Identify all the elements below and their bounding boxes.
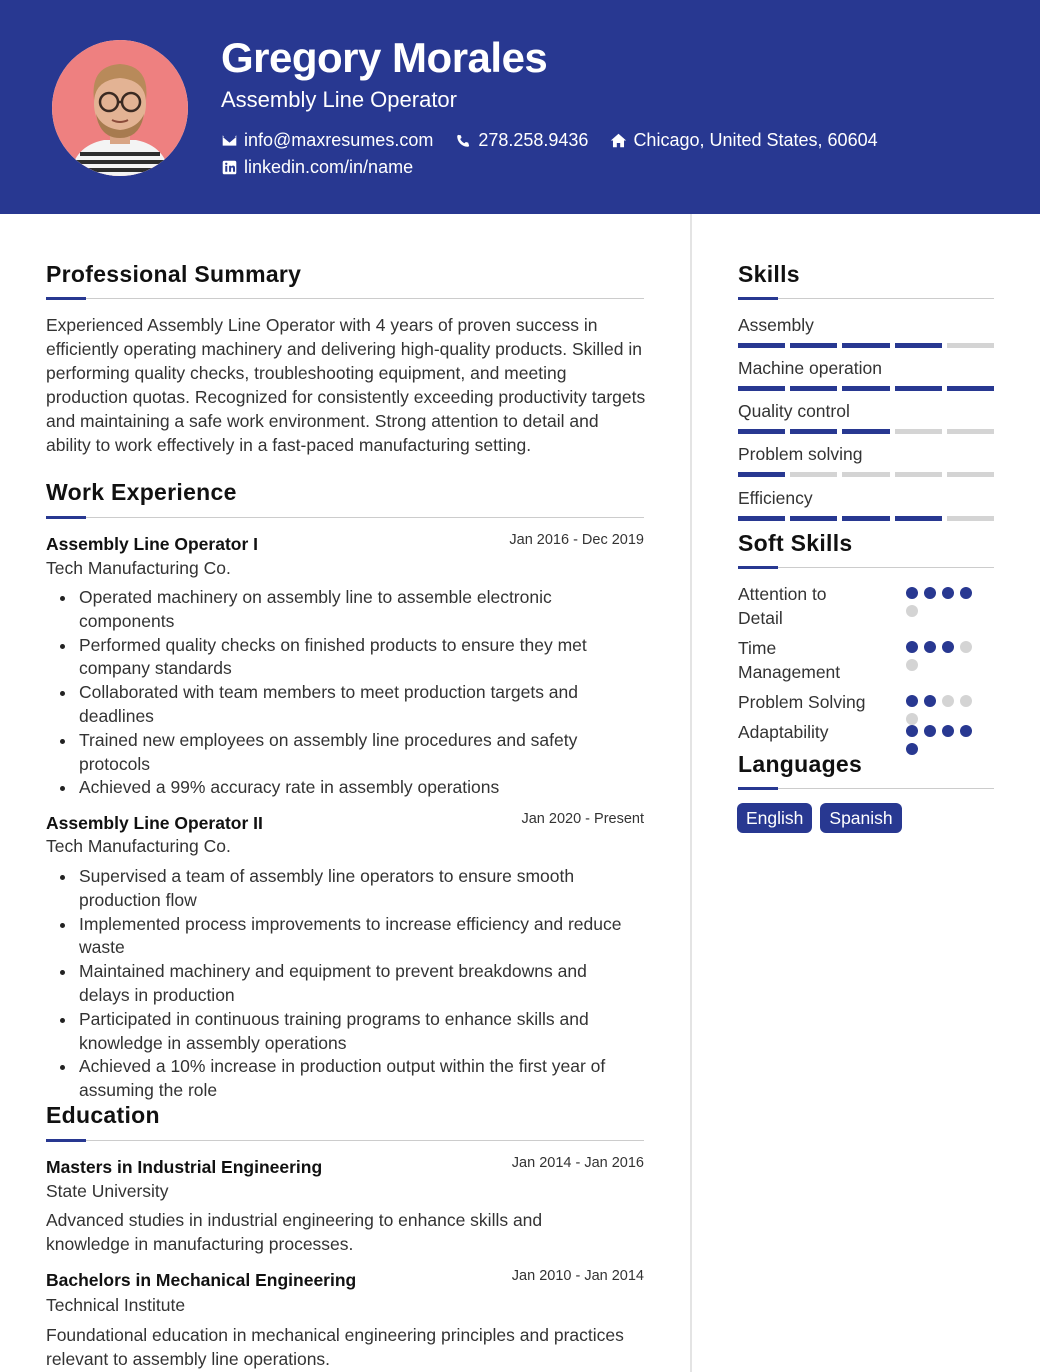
contact-row	[221, 128, 878, 152]
language-tag-english: English	[737, 803, 812, 833]
bullet-item: Performed quality checks on finished products to ensure they met company standards	[46, 634, 626, 682]
skill-segment	[895, 516, 942, 521]
envelope-icon	[221, 132, 238, 149]
degree-date: Jan 2010 - Jan 2014	[511, 1268, 644, 1284]
languages-heading: Languages	[738, 751, 863, 777]
skill-segment	[947, 386, 994, 391]
contact-email[interactable]	[221, 128, 433, 152]
job-date: Jan 2020 - Present	[521, 811, 644, 827]
language-tag-spanish: Spanish	[820, 803, 901, 833]
soft-skill-dot	[960, 695, 972, 707]
degree-date: Jan 2014 - Jan 2016	[511, 1155, 644, 1171]
soft-skill-dot	[960, 725, 972, 737]
contact-location	[610, 128, 877, 152]
job-date: Jan 2016 - Dec 2019	[509, 532, 644, 548]
skill-segment	[947, 429, 994, 434]
soft-skill-dot	[906, 713, 918, 725]
skill-name: Assembly	[738, 315, 814, 335]
skill-segment	[947, 516, 994, 521]
soft-skill-name: Attention to Detail	[738, 584, 827, 628]
skill-name: Quality control	[738, 401, 850, 421]
summary-rule-accent	[46, 297, 86, 300]
phone-icon	[455, 132, 472, 149]
skill-segment	[895, 343, 942, 348]
experience-heading: Work Experience	[46, 479, 237, 505]
bullet-item: Operated machinery on assembly line to assemble electronic components	[46, 586, 626, 634]
degree-title: Masters in Industrial Engineering	[46, 1157, 323, 1177]
soft-skill-dot	[960, 641, 972, 653]
bullet-item: Maintained machinery and equipment to prevent breakdowns and delays in production	[46, 960, 642, 1008]
soft-skill-dot	[906, 641, 918, 653]
skill-segment	[895, 386, 942, 391]
skill-segment	[790, 386, 837, 391]
soft-skill-dot	[906, 695, 918, 707]
location-text: Chicago, United States, 60604	[633, 130, 878, 150]
skill-segment	[738, 386, 785, 391]
skills-rule-accent	[738, 297, 778, 300]
contact-linkedin[interactable]	[221, 155, 413, 179]
skill-segment	[842, 472, 889, 477]
skill-segment	[895, 429, 942, 434]
summary-rule	[46, 298, 644, 299]
summary-text: Experienced Assembly Line Operator with 4 years of proven success in efficiently operating machinery and delivering high-quality products. Skilled in performing quality checks, troubleshooting equipment, and meeting production quotas. Recognized for consistently exceeding productivity targets and maintaining a safe work environment. Strong attention to detail and ability to work effectively in a fast-paced manufacturing setting.	[46, 315, 646, 455]
soft-skill-dot	[906, 743, 918, 755]
job-company: Tech Manufacturing Co.	[46, 558, 231, 578]
linkedin-icon	[221, 159, 238, 176]
bullet-item: Achieved a 99% accuracy rate in assembly operations	[46, 776, 626, 800]
skill-segment	[842, 343, 889, 348]
soft-skill-dots	[906, 587, 982, 617]
soft-skill-dots	[906, 695, 982, 725]
skill-level-bar	[738, 472, 994, 477]
soft-skill-dot	[924, 641, 936, 653]
candidate-title: Assembly Line Operator	[221, 87, 457, 112]
bullet-item: Collaborated with team members to meet production targets and deadlines	[46, 681, 626, 729]
resume-header	[0, 0, 1040, 214]
summary-heading: Professional Summary	[46, 261, 302, 287]
bullet-item: Achieved a 10% increase in production output within the first year of assuming the role	[46, 1055, 642, 1103]
skill-segment	[842, 386, 889, 391]
skill-segment	[947, 343, 994, 348]
phone-text: 278.258.9436	[478, 130, 589, 150]
skill-segment	[738, 343, 785, 348]
candidate-name: Gregory Morales	[221, 34, 548, 81]
language-tags	[737, 803, 902, 833]
skill-segment	[738, 472, 785, 477]
job-bullets	[46, 865, 642, 1103]
soft-skill-name: Adaptability	[738, 722, 829, 742]
skill-level-bar	[738, 386, 994, 391]
languages-rule-accent	[738, 787, 778, 790]
skill-segment	[790, 516, 837, 521]
skill-name: Efficiency	[738, 488, 813, 508]
soft-skill-dot	[924, 725, 936, 737]
skill-segment	[790, 429, 837, 434]
experience-rule-accent	[46, 516, 86, 519]
job-title: Assembly Line Operator I	[46, 534, 259, 554]
skill-segment	[738, 516, 785, 521]
school-name: Technical Institute	[46, 1295, 186, 1315]
soft-skill-dot	[942, 587, 954, 599]
skill-segment	[842, 516, 889, 521]
profile-photo	[52, 40, 188, 176]
soft-skill-dot	[906, 587, 918, 599]
skill-segment	[842, 429, 889, 434]
skill-segment	[790, 472, 837, 477]
skill-segment	[895, 472, 942, 477]
job-company: Tech Manufacturing Co.	[46, 836, 231, 856]
skill-level-bar	[738, 429, 994, 434]
bullet-item: Trained new employees on assembly line procedures and safety protocols	[46, 729, 626, 777]
education-rule-accent	[46, 1139, 86, 1142]
bullet-item: Participated in continuous training programs to enhance skills and knowledge in assembly operations	[46, 1008, 642, 1056]
job-title: Assembly Line Operator II	[46, 813, 263, 833]
education-rule	[46, 1140, 644, 1141]
soft-skill-dot	[924, 695, 936, 707]
school-name: State University	[46, 1181, 169, 1201]
contact-row-2	[221, 155, 413, 179]
degree-description: Advanced studies in industrial engineering to enhance skills and knowledge in manufacturing processes.	[46, 1210, 543, 1254]
soft-skill-dot	[942, 725, 954, 737]
soft-skill-dot	[942, 695, 954, 707]
soft-skill-dots	[906, 641, 982, 671]
soft-skill-dot	[906, 659, 918, 671]
column-divider	[690, 214, 692, 1372]
skill-segment	[738, 429, 785, 434]
skills-heading: Skills	[738, 261, 800, 287]
soft-skill-name: Time Management	[738, 638, 841, 682]
soft-skill-dot	[942, 641, 954, 653]
experience-rule	[46, 517, 644, 518]
skill-segment	[790, 343, 837, 348]
degree-title: Bachelors in Mechanical Engineering	[46, 1270, 357, 1290]
soft-skills-heading: Soft Skills	[738, 530, 853, 556]
soft-skills-rule-accent	[738, 566, 778, 569]
skill-segment	[947, 472, 994, 477]
degree-description: Foundational education in mechanical engineering principles and practices relevant to assembly line operations.	[46, 1325, 624, 1369]
bullet-item: Implemented process improvements to increase efficiency and reduce waste	[46, 913, 642, 961]
education-heading: Education	[46, 1102, 160, 1128]
soft-skill-dot	[960, 587, 972, 599]
bullet-item: Supervised a team of assembly line operators to ensure smooth production flow	[46, 865, 642, 913]
contact-phone[interactable]	[455, 128, 588, 152]
soft-skill-dot	[906, 725, 918, 737]
skill-level-bar	[738, 343, 994, 348]
home-icon	[610, 132, 627, 149]
skill-name: Machine operation	[738, 358, 882, 378]
skill-name: Problem solving	[738, 444, 863, 464]
soft-skill-dots	[906, 725, 982, 755]
soft-skill-dot	[924, 587, 936, 599]
linkedin-text: linkedin.com/in/name	[244, 157, 414, 177]
job-bullets	[46, 586, 626, 800]
skill-level-bar	[738, 516, 994, 521]
soft-skill-dot	[906, 605, 918, 617]
email-text: info@maxresumes.com	[244, 130, 434, 150]
soft-skill-name: Problem Solving	[738, 692, 866, 712]
avatar	[52, 40, 188, 176]
